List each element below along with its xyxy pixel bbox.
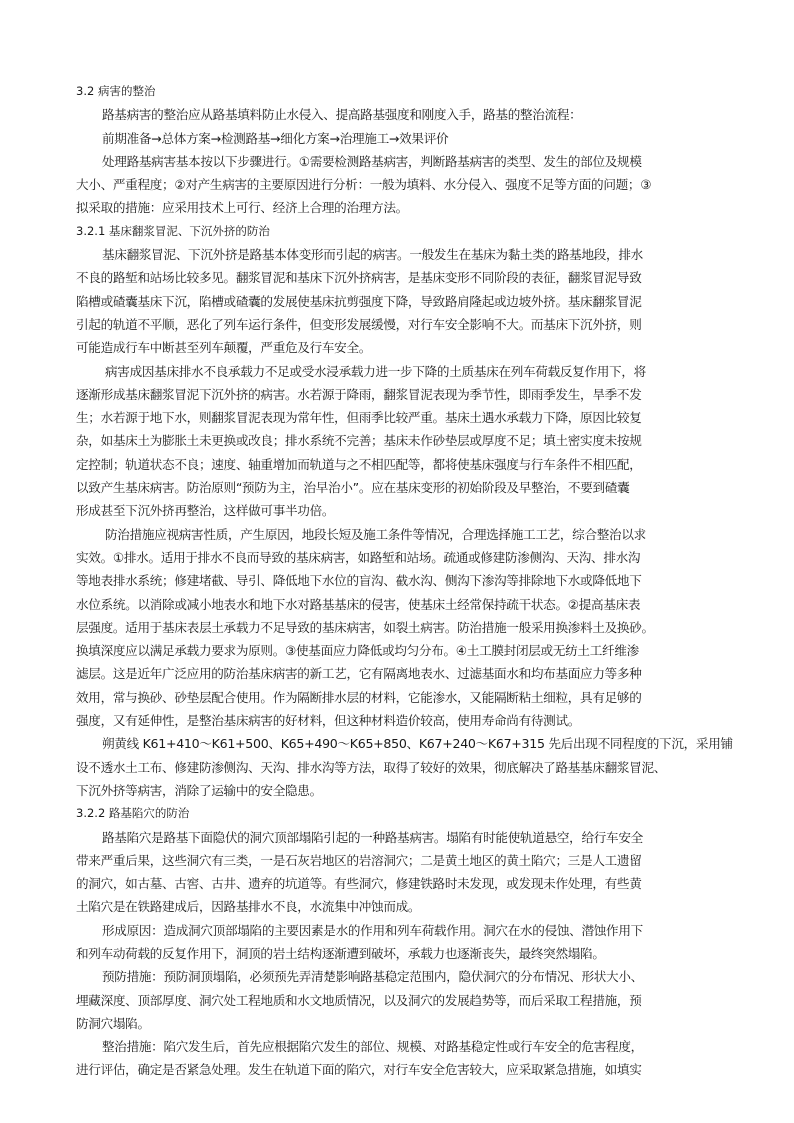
paragraph-line: 换填深度应以满足承载力要求为原则。③使基面应力降低或均匀分布。④土工膜封闭层或无纺土工纤维渗 [76,643,639,659]
section-heading: 3.2 病害的整治 [76,84,156,98]
paragraph-line: 滤层。这是近年广泛应用的防治基床病害的新工艺，它有隔离地表水、过滤基面水和均布基面应力等多种 [76,666,642,682]
paragraph-line: 病害成因基床排水不良承载力不足或受水浸承载力进一步下降的土质基床在列车荷载反复作用下，将 [105,363,646,379]
paragraph-line: 生；水若源于地下水，则翻浆冒泥表现为常年性，但雨季比较严重。基床土遇水承载力下降，原因比较复 [76,410,642,426]
document-page [76,80,733,1082]
paragraph-line: 带来严重后果，这些洞穴有三类，一是石灰岩地区的岩溶洞穴；二是黄土地区的黄土陷穴；三是人工遗留 [76,852,642,868]
paragraph-line: 处理路基病害基本按以下步骤进行。①需要检测路基病害，判断路基病害的类型、发生的部位及规模 [102,153,642,169]
paragraph-line: 的洞穴，如古墓、古窖、古井、遗弃的坑道等。有些洞穴，修建铁路时未发现，或发现未作处理，有些黄 [76,876,642,892]
paragraph-line: 整治措施：陷穴发生后，首先应根据陷穴发生的部位、规模、对路基稳定性或行车安全的危害程度， [102,1039,643,1055]
paragraph-line: 效用，常与换砂、砂垫层配合使用。作为隔断排水层的材料，它能渗水，又能隔断粘土细粒，具有足够的 [76,689,642,705]
paragraph-line: 土陷穴是在铁路建成后，因路基排水不良，水流集中冲蚀而成。 [76,899,421,915]
paragraph-line: 杂，如基床土为膨胀土未更换或改良；排水系统不完善；基床未作砂垫层或厚度不足；填土密实度未按规 [76,433,642,449]
paragraph-line: 大小、严重程度；②对产生病害的主要原因进行分析：一般为填料、水分侵入、强度不足等方面的问题；③ [76,177,652,193]
paragraph-line: 形成甚至下沉外挤再整治，这样做可事半功倍。 [76,503,335,519]
paragraph-line: 不良的路堑和站场比较多见。翻浆冒泥和基床下沉外挤病害，是基床变形不同阶段的表征，翻浆冒泥导致 [76,270,642,286]
paragraph-line: 逐渐形成基床翻浆冒泥下沉外挤的病害。水若源于降雨，翻浆冒泥表现为季节性，即雨季发生，旱季不发 [76,386,642,402]
paragraph-line: 埋藏深度、顶部厚度、洞穴处工程地质和水文地质情况，以及洞穴的发展趋势等，而后采取工程措施，预 [76,992,642,1008]
paragraph-line: 设不透水土工布、修建防渗侧沟、天沟、排水沟等方法，取得了较好的效果，彻底解决了路基基床翻浆冒泥、 [76,759,667,775]
paragraph-line: 以致产生基床病害。防治原则“预防为主，治早治小”。应在基床变形的初始阶段及早整治，不要到碴囊 [76,480,630,496]
paragraph-line: 基床翻浆冒泥、下沉外挤是路基本体变形而引起的病害。一般发生在基床为黏土类的路基地段，排水 [102,247,643,263]
paragraph-line: 路基病害的整治应从路基填料防止水侵入、提高路基强度和刚度入手，路基的整治流程： [102,107,582,123]
paragraph-line: 等地表排水系统；修建堵截、导引、降低地下水位的盲沟、截水沟、侧沟下渗沟等排除地下水或降低地下 [76,573,642,589]
paragraph-line: 强度，又有延伸性，是整治基床病害的好材料，但这种材料造价较高，使用寿命尚有待测试。 [76,713,581,729]
paragraph-line: 下沉外挤等病害，消除了运输中的安全隐患。 [76,782,322,798]
paragraph-line: 定控制；轨道状态不良；速度、轴重增加而轨道与之不相匹配等，都将使基床强度与行车条件不相匹配， [76,456,642,472]
paragraph-line: 进行评估，确定是否紧急处理。发生在轨道下面的陷穴，对行车安全危害较大，应采取紧急措施，如填实 [76,1062,642,1078]
paragraph-line: 层强度。适用于基床表层土承载力不足导致的基床病害，如裂土病害。防治措施一般采用换渗料土及换砂。 [76,619,654,635]
paragraph-line: 拟采取的措施：应采用技术上可行、经济上合理的治理方法。 [76,200,408,216]
paragraph-line: 实效。①排水。适用于排水不良而导致的基床病害，如路堑和站场。疏通或修建防渗侧沟、天沟、排水沟 [76,549,641,565]
paragraph-line: 路基陷穴是路基下面隐伏的洞穴顶部塌陷引起的一种路基病害。塌陷有时能使轨道悬空，给行车安全 [102,829,643,845]
subsection-heading: 3.2.2 路基陷穴的防治 [76,806,190,821]
paragraph-line: 可能造成行车中断甚至列车颠覆，严重危及行车安全。 [76,340,372,356]
paragraph-line: 水位系统。以消除或减小地表水和地下水对路基基床的侵害，使基床土经常保持疏干状态。②提高基床表 [76,596,641,612]
subsection-heading: 3.2.1 基床翻浆冒泥、下沉外挤的防治 [76,223,270,238]
paragraph-line: 引起的轨道不平顺，恶化了列车运行条件，但变形发展缓慢，对行车安全影响不大。而基床下沉外挤，则 [76,316,642,332]
paragraph-line: 形成原因：造成洞穴顶部塌陷的主要因素是水的作用和列车荷载作用。洞穴在水的侵蚀、潜蚀作用下 [102,922,643,938]
paragraph-line: 预防措施：预防洞顶塌陷，必须预先弄清楚影响路基稳定范围内，隐伏洞穴的分布情况、形状大小、 [102,969,643,985]
paragraph-line: 防洞穴塌陷。 [76,1015,150,1031]
paragraph-line: 朔黄线 K61+410～K61+500、K65+490～K65+850、K67+240～K67+315 先后出现不同程度的下沉，采用铺 [102,736,733,752]
paragraph-line: 和列车动荷载的反复作用下，洞顶的岩土结构逐渐遭到破坏，承载力也逐渐丧失，最终突然塌陷。 [76,945,605,961]
paragraph-line: 前期准备→总体方案→检测路基→细化方案→治理施工→效果评价 [102,130,449,146]
paragraph-line: 防治措施应视病害性质，产生原因，地段长短及施工条件等情况，合理选择施工工艺，综合整治以求 [105,526,646,542]
paragraph-line: 陷槽或碴囊基床下沉，陷槽或碴囊的发展使基床抗剪强度下降，导致路肩隆起或边坡外挤。基床翻浆冒泥 [76,293,642,309]
